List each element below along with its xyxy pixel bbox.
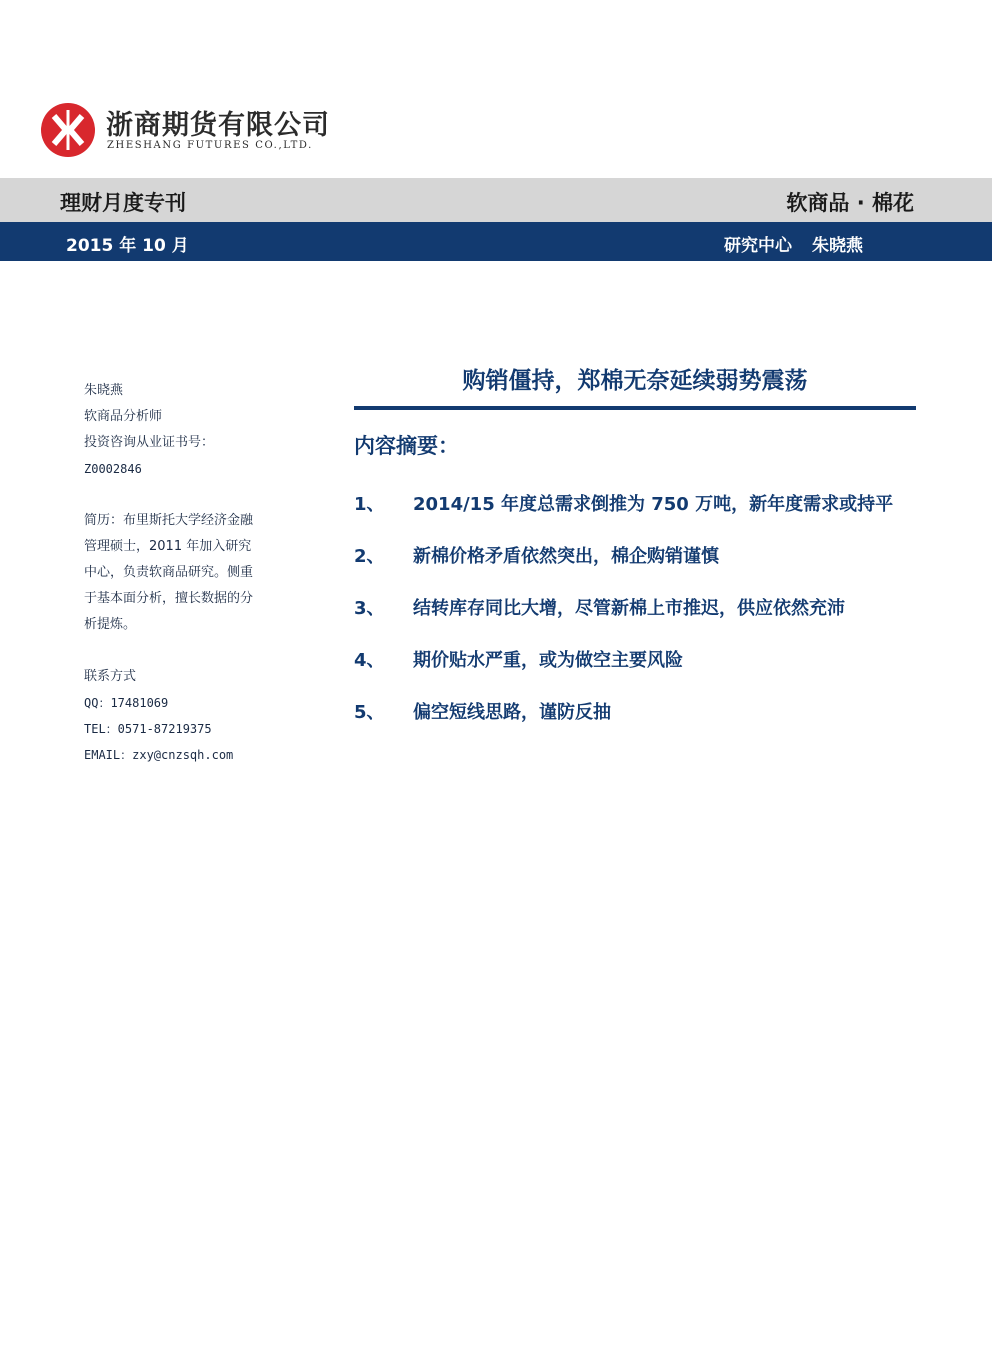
analyst-title: 软商品分析师 bbox=[84, 409, 163, 424]
company-name-cn: 浙商期货有限公司 bbox=[106, 110, 330, 141]
publication-band bbox=[0, 178, 992, 222]
point-text: 2014/15 年度总需求倒推为 750 万吨，新年度需求或持平 bbox=[413, 494, 894, 515]
report-date: 2015 年 10 月 bbox=[66, 236, 189, 256]
cert-number: Z0002846 bbox=[84, 462, 142, 476]
bio-line: 管理硕士，2011 年加入研究 bbox=[84, 539, 252, 554]
summary-point bbox=[354, 594, 924, 646]
point-number: 5、 bbox=[354, 702, 385, 723]
author-name: 朱晓燕 bbox=[812, 236, 863, 256]
summary-points bbox=[354, 490, 924, 750]
summary-point bbox=[354, 542, 924, 594]
analyst-name: 朱晓燕 bbox=[84, 383, 124, 398]
contact-qq: QQ：17481069 bbox=[84, 696, 169, 710]
point-text: 结转库存同比大增，尽管新棉上市推迟，供应依然充沛 bbox=[413, 598, 845, 619]
date-band bbox=[0, 222, 992, 261]
company-name-en: ZHESHANG FUTURES CO.,LTD. bbox=[107, 140, 313, 151]
bio-line: 简历：布里斯托大学经济金融 bbox=[84, 513, 254, 528]
contact-email[interactable]: EMAIL：zxy@cnzsqh.com bbox=[84, 748, 234, 762]
point-number: 3、 bbox=[354, 598, 385, 619]
publication-title: 理财月度专刊 bbox=[60, 191, 186, 215]
department: 研究中心 bbox=[724, 236, 792, 256]
analyst-sidebar bbox=[84, 378, 294, 768]
bio-line: 于基本面分析，擅长数据的分 bbox=[84, 591, 254, 606]
summary-point bbox=[354, 646, 924, 698]
zheshang-logo-icon bbox=[40, 102, 96, 158]
bio-line: 中心，负责软商品研究。侧重 bbox=[84, 565, 254, 580]
point-text: 期价贴水严重，或为做空主要风险 bbox=[413, 650, 683, 671]
bio-line: 析提炼。 bbox=[84, 617, 137, 632]
cert-label: 投资咨询从业证书号： bbox=[84, 435, 215, 450]
point-number: 4、 bbox=[354, 650, 385, 671]
point-text: 偏空短线思路，谨防反抽 bbox=[413, 702, 611, 723]
category-label: 软商品 · 棉花 bbox=[786, 191, 914, 215]
report-title: 购销僵持，郑棉无奈延续弱势震荡 bbox=[462, 368, 808, 394]
point-text: 新棉价格矛盾依然突出，棉企购销谨慎 bbox=[413, 546, 719, 567]
author-info bbox=[724, 231, 863, 256]
contact-tel: TEL：0571-87219375 bbox=[84, 722, 212, 736]
summary-heading: 内容摘要： bbox=[354, 434, 459, 458]
point-number: 1、 bbox=[354, 494, 385, 515]
company-logo bbox=[40, 100, 330, 160]
contact-label: 联系方式 bbox=[84, 669, 137, 684]
point-number: 2、 bbox=[354, 546, 385, 567]
summary-point bbox=[354, 698, 924, 750]
title-divider bbox=[354, 406, 916, 410]
summary-point bbox=[354, 490, 924, 542]
